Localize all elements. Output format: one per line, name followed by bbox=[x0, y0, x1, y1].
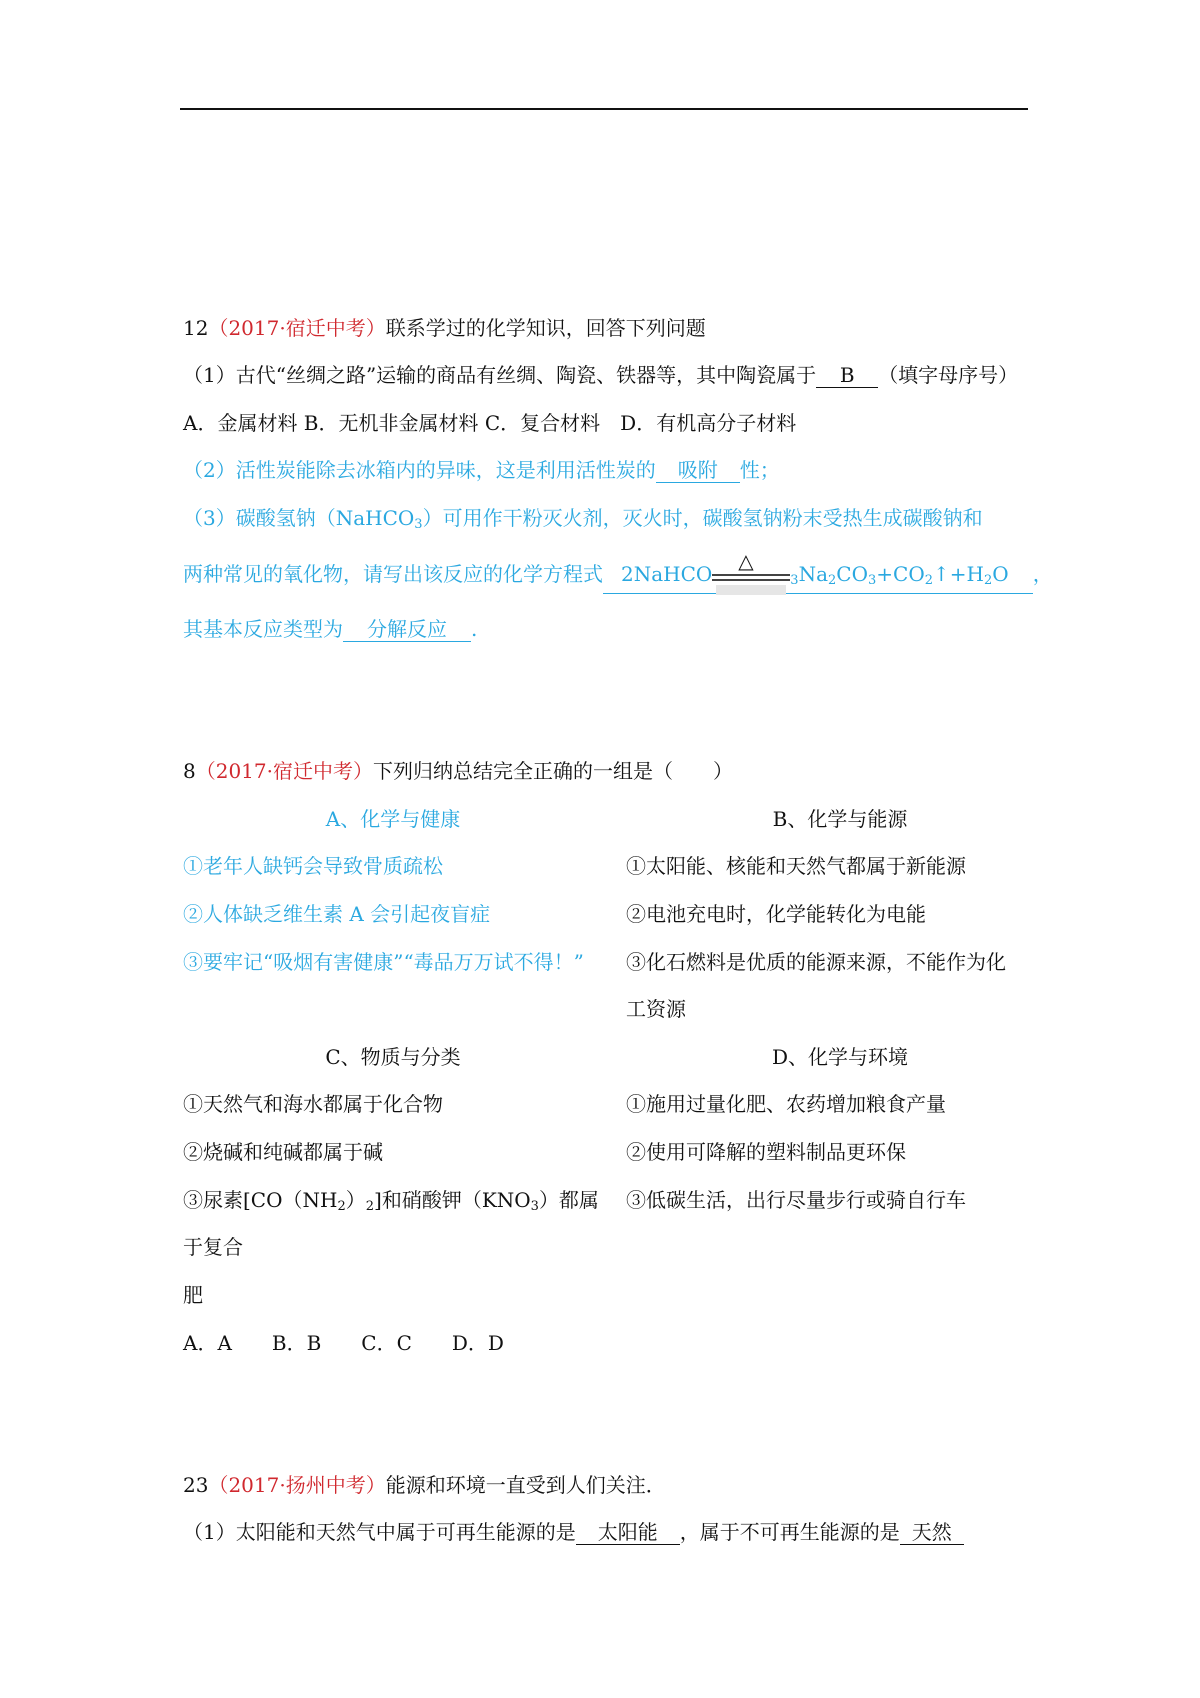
q8-source-tag: （2017·宿迁中考） bbox=[195, 759, 373, 783]
q8-a-item-2: ②人体缺乏维生素 A 会引起夜盲症 bbox=[183, 902, 491, 926]
q8-group-d-title: D、化学与环境 bbox=[771, 1045, 909, 1069]
q23-stem: 能源和环境一直受到人们关注． bbox=[385, 1473, 666, 1497]
q8-b-item-1: ①太阳能、核能和天然气都属于新能源 bbox=[626, 854, 966, 878]
q23-part1: （1）太阳能和天然气中属于可再生能源的是 太阳能 ，属于不可再生能源的是 天然 bbox=[183, 1518, 964, 1546]
q8-number: 8 bbox=[183, 759, 196, 783]
q12-stem: 联系学过的化学知识，回答下列问题 bbox=[385, 316, 706, 340]
q8-group-b-title: B、化学与能源 bbox=[772, 807, 908, 831]
chemical-equation-answer: 2NaHCO △ $_3Na_2CO_3+CO_2↑+H_2O$ bbox=[603, 562, 1033, 594]
q12-number: 12 bbox=[183, 316, 209, 340]
q12-source-tag: （2017·宿迁中考） bbox=[208, 316, 386, 340]
q12-part2-answer: 吸附 bbox=[656, 458, 740, 483]
q12-part3-answer: 分解反应 bbox=[343, 617, 471, 642]
q23-part1-answer2: 天然 bbox=[900, 1520, 964, 1545]
header-rule bbox=[180, 108, 1028, 110]
q8-a-item-3: ③要牢记“吸烟有害健康”“毒品万万试不得！” bbox=[183, 950, 584, 974]
reaction-arrow bbox=[712, 549, 790, 593]
q12-title bbox=[183, 314, 706, 342]
q12-part3-line3: 其基本反应类型为 分解反应 . bbox=[183, 617, 478, 641]
q8-stem: 下列归纳总结完全正确的一组是（ ） bbox=[373, 759, 733, 783]
q8-d-item-2: ②使用可降解的塑料制品更环保 bbox=[626, 1140, 906, 1164]
q23-part1-answer: 太阳能 bbox=[576, 1520, 680, 1545]
q12-part1-answer: B bbox=[816, 363, 878, 388]
q8-d-item-3: ③低碳生活，出行尽量步行或骑自行车 bbox=[626, 1188, 966, 1212]
q12-options: A．金属材料 B．无机非金属材料 C．复合材料 D．有机高分子材料 bbox=[183, 411, 797, 435]
q12-part3-line1: （3）碳酸氢钠（NaHCO$_3$）可用作干粉灭火剂，灭火时，碳酸氢钠粉末受热生成碳酸钠和 bbox=[183, 506, 983, 532]
q23-number: 23 bbox=[183, 1473, 209, 1497]
q8-choices: A．A B．B C．C D．D bbox=[183, 1331, 504, 1355]
q8-b-item-3-cont: 工资源 bbox=[626, 997, 686, 1021]
q8-c-item-2: ②烧碱和纯碱都属于碱 bbox=[183, 1140, 383, 1164]
q8-b-item-3: ③化石燃料是优质的能源来源，不能作为化 bbox=[626, 950, 1006, 974]
q8-d-item-1: ①施用过量化肥、农药增加粮食产量 bbox=[626, 1092, 946, 1116]
q8-c-item-1: ①天然气和海水都属于化合物 bbox=[183, 1092, 443, 1116]
q8-a-item-1: ①老年人缺钙会导致骨质疏松 bbox=[183, 854, 443, 878]
q8-title bbox=[183, 757, 733, 785]
q12-part2: （2）活性炭能除去冰箱内的异味，这是利用活性炭的 吸附 性； bbox=[183, 458, 780, 482]
q23-title bbox=[183, 1471, 666, 1499]
q12-part1: （1）古代“丝绸之路”运输的商品有丝绸、陶瓷、铁器等，其中陶瓷属于 B （填字母序号） bbox=[183, 363, 1019, 387]
q8-c-item-3-cont: 于复合 bbox=[183, 1235, 243, 1259]
q8-group-a-title: A、化学与健康 bbox=[325, 807, 461, 831]
q8-c-item-3-cont2: 肥 bbox=[183, 1283, 203, 1307]
q8-c-item-3: ③尿素$[CO(NH_2)_2]$和硝酸钾$(KNO_3)$都属 bbox=[183, 1188, 599, 1214]
q23-source-tag: （2017·扬州中考） bbox=[208, 1473, 386, 1497]
q12-part3-line2: 两种常见的氧化物，请写出该反应的化学方程式 2NaHCO △ $_3Na_2CO_3+CO_2↑+H_2O$ ， bbox=[183, 560, 1053, 594]
q8-b-item-2: ②电池充电时，化学能转化为电能 bbox=[626, 902, 926, 926]
q8-group-c-title: C、物质与分类 bbox=[325, 1045, 461, 1069]
heat-delta-icon: △ bbox=[738, 549, 754, 573]
